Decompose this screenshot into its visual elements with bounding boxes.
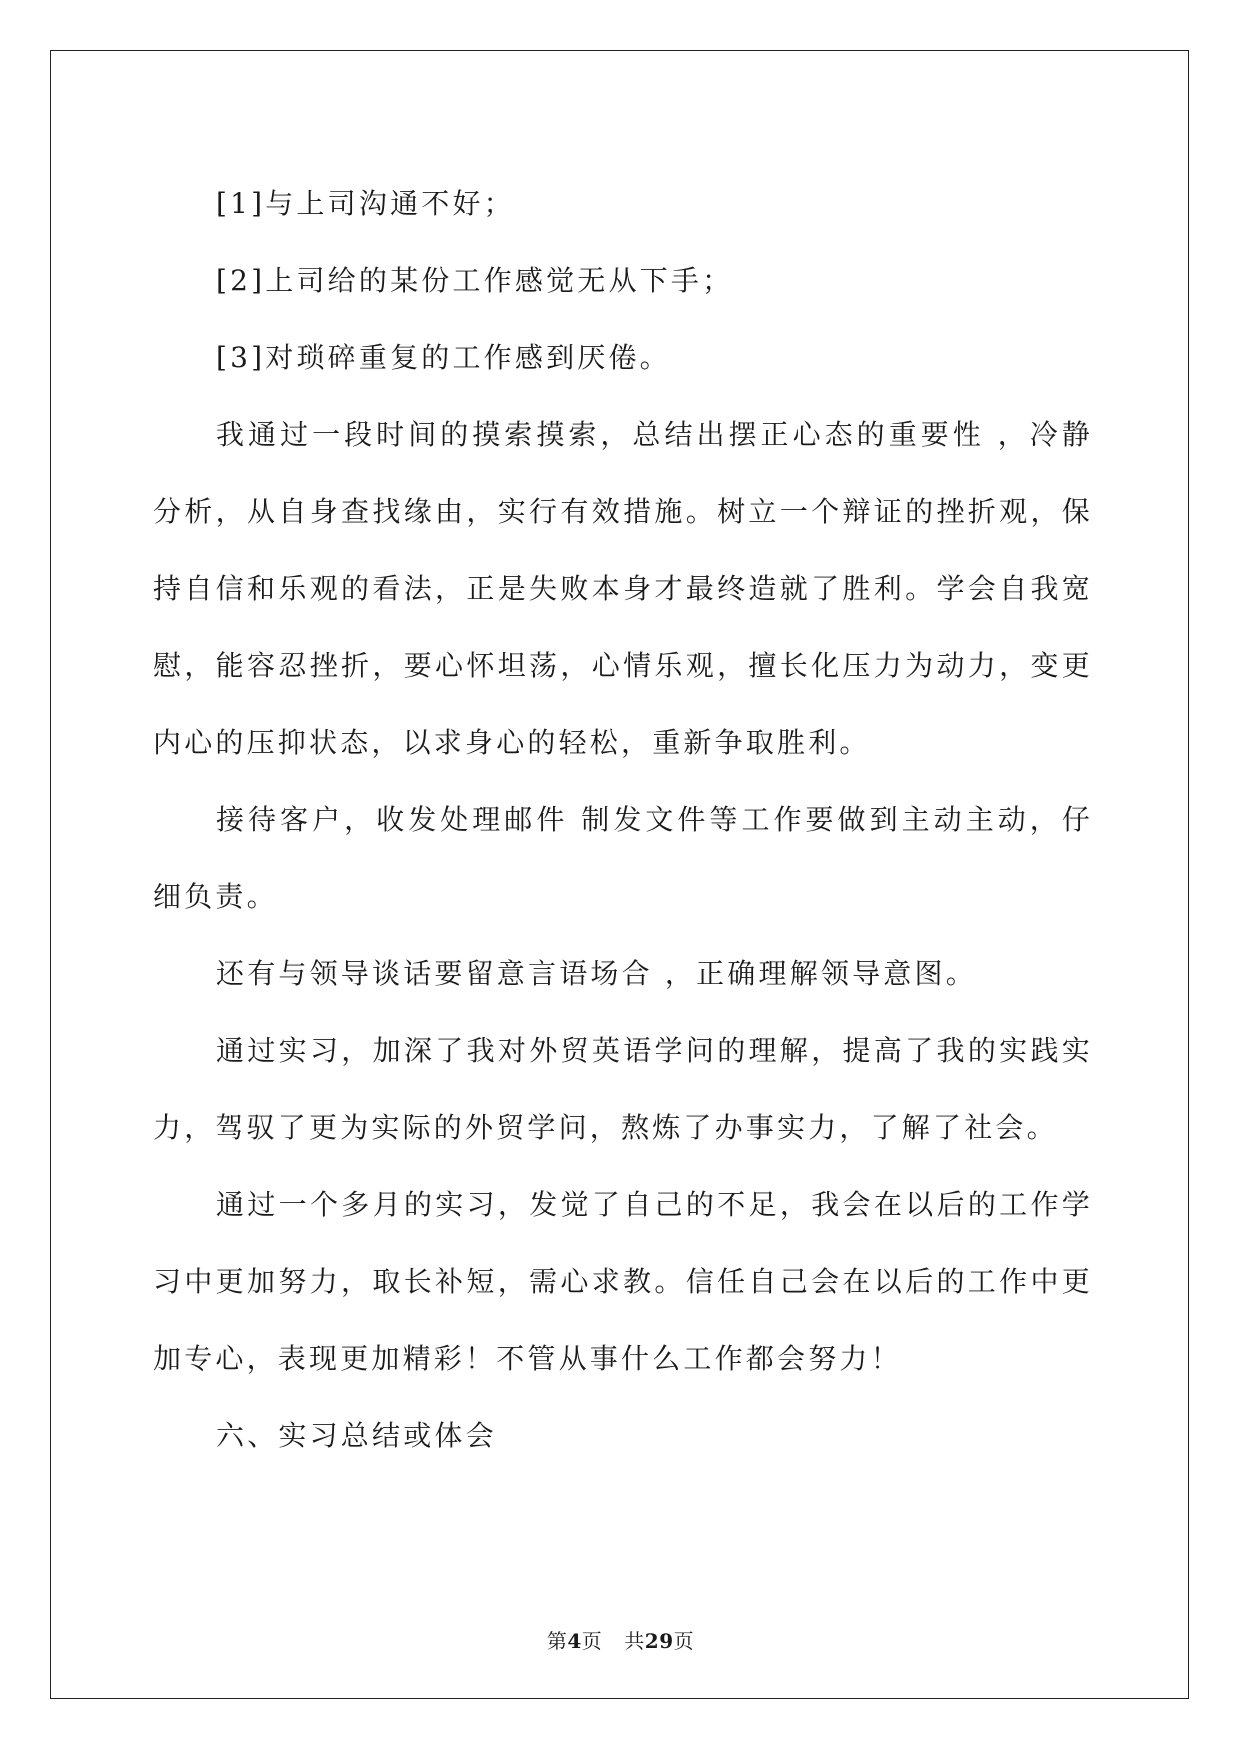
paragraph: 接待客户，收发处理邮件 制发文件等工作要做到主动主动，仔细负责。 bbox=[153, 803, 1093, 913]
section-heading: 六、实习总结或体会 bbox=[216, 1419, 497, 1452]
document-body bbox=[153, 165, 1093, 1474]
paragraph: 还有与领导谈话要留意言语场合 ，正确理解领导意图。 bbox=[216, 957, 977, 990]
total-suffix: 页 bbox=[673, 1629, 695, 1653]
paragraph: 通过一个多月的实习，发觉了自己的不足，我会在以后的工作学习中更加努力，取长补短，需心求教。信任自己会在以后的工作中更加专心，表现更加精彩！不管从事什么工作都会努力！ bbox=[153, 1188, 1093, 1375]
current-page-number: 4 bbox=[567, 1629, 582, 1653]
paragraph: [2]上司给的某份工作感觉无从下手； bbox=[216, 264, 734, 297]
page-footer bbox=[0, 1625, 1241, 1654]
paragraph: [1]与上司沟通不好； bbox=[216, 187, 515, 220]
page-prefix: 第 bbox=[546, 1629, 568, 1653]
page-suffix: 页 bbox=[581, 1629, 603, 1653]
paragraph: 我通过一段时间的摸索摸索，总结出摆正心态的重要性 ，冷静分析，从自身查找缘由，实行有效措施。树立一个辩证的挫折观，保持自信和乐观的看法，正是失败本身才最终造就了胜利。学会自我宽慰，能容忍挫折，要心怀坦荡，心情乐观，擅长化压力为动力，变更内心的压抑状态，以求身心的轻松，重新争取胜利。 bbox=[153, 418, 1093, 759]
total-pages-number: 29 bbox=[644, 1629, 674, 1653]
total-prefix: 共 bbox=[624, 1629, 645, 1653]
paragraph: [3]对琐碎重复的工作感到厌倦。 bbox=[216, 341, 671, 374]
paragraph: 通过实习，加深了我对外贸英语学问的理解，提高了我的实践实力，驾驭了更为实际的外贸学问，熬炼了办事实力，了解了社会。 bbox=[153, 1034, 1093, 1144]
